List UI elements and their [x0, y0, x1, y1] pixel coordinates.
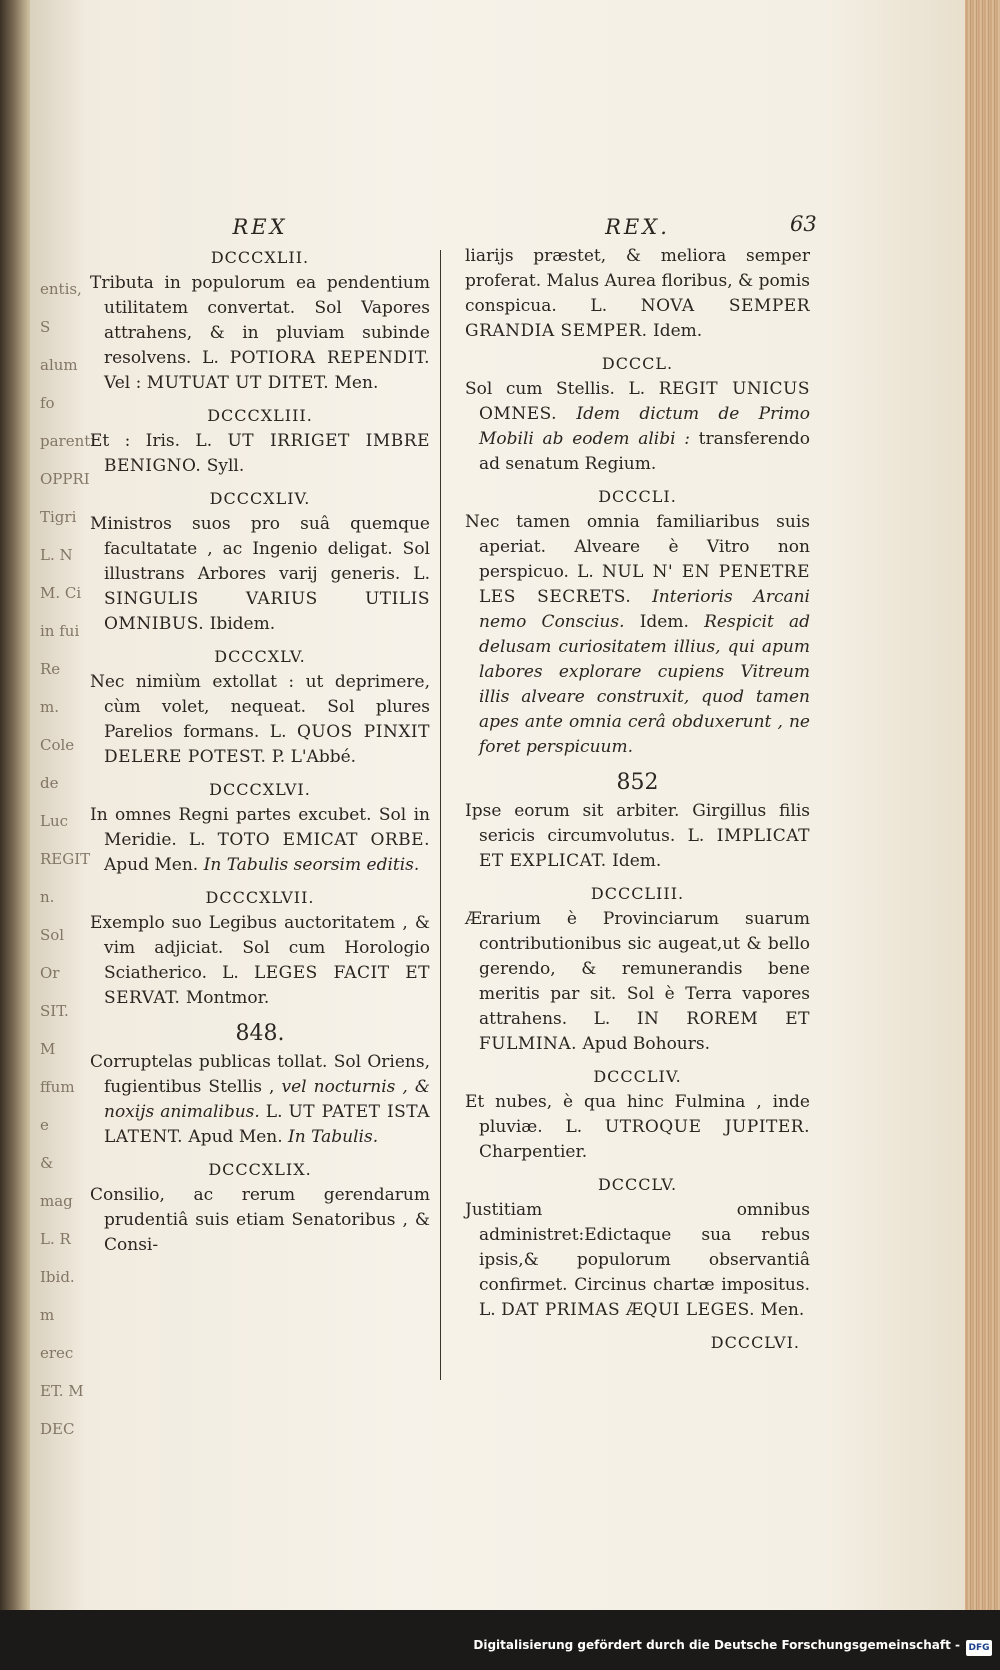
motto: LEGES FACIT ET SERVAT.: [104, 963, 430, 1008]
motto: TOTO EMICAT ORBE.: [217, 830, 430, 850]
motto: MUTUAT UT DITET.: [146, 373, 330, 393]
entry-number: 848.: [235, 1021, 285, 1046]
entry-text: Ærarium è Provinciarum suarum contributionibus sic augeat,ut & bello gerendo, & remunerandis bene meritis par sit. Sol è Terra vapores attrahens. L. IN ROREM ET FULMINA. Apud Bohours.: [465, 909, 810, 1054]
motto: UTROQUE JUPITER.: [604, 1117, 810, 1137]
column-rule: [440, 250, 441, 1380]
entry-number: DCCCXLVII.: [205, 888, 315, 907]
emblem-entry: [465, 487, 810, 760]
entry-text: Ipse eorum sit arbiter. Girgillus filis sericis circumvolutus. L. IMPLICAT ET EXPLICAT. Idem.: [465, 801, 810, 871]
emblem-entry: [465, 1067, 810, 1165]
facing-page-fragment: [40, 270, 96, 1438]
entry-number: 852: [616, 770, 659, 795]
fragment-line: in fui Re: [40, 622, 80, 678]
page-edges-right: [965, 0, 1000, 1610]
motto: IN ROREM ET FULMINA.: [479, 1009, 810, 1054]
italic-note: vel nocturnis , & noxijs animalibus.: [104, 1077, 430, 1122]
fragment-line: Ibid.: [40, 1268, 75, 1286]
fragment-line: REGIT: [40, 850, 91, 868]
emblem-entry: [90, 780, 430, 878]
left-column: [90, 210, 430, 1268]
fragment-line: entis, S: [40, 280, 82, 336]
emblem-entry: [90, 406, 430, 479]
motto: POTIORA REPENDIT.: [229, 348, 431, 368]
entry-text: Sol cum Stellis. L. REGIT UNICUS OMNES. Idem dictum de Primo Mobili ab eodem alibi : transferendo ad senatum Regium.: [465, 379, 811, 474]
motto: IMPLICAT ET EXPLICAT.: [479, 826, 810, 871]
fragment-line: Tigri: [40, 508, 77, 526]
italic-note: In Tabulis.: [288, 1127, 379, 1147]
fragment-line: alum fo: [40, 356, 78, 412]
emblem-entry: [90, 248, 430, 396]
fragment-line: ffum e: [40, 1078, 75, 1134]
fragment-line: OPPRI: [40, 470, 90, 488]
entry-text: Et : Iris. L. UT IRRIGET IMBRE BENIGNO. Syll.: [90, 431, 430, 476]
emblem-entry: [465, 244, 810, 344]
entry-number: DCCCXLIV.: [209, 489, 311, 508]
fragment-line: L. N: [40, 546, 73, 564]
entry-text: Justitiam omnibus administret:Edictaque sua rebus ipsis,& populorum observantiâ confirmet. Circinus chartæ impositus. L. DAT PRIMAS ÆQUI LEGES. Men.: [465, 1200, 810, 1320]
fragment-line: n.: [40, 888, 55, 906]
entry-text: Consilio, ac rerum gerendarum prudentiâ suis etiam Senatoribus , & Consi-: [90, 1185, 430, 1255]
entry-text: liarijs præstet, & meliora semper proferat. Malus Aurea floribus, & pomis conspicua. L. NOVA SEMPER GRANDIA SEMPER. Idem.: [465, 246, 810, 341]
fragment-line: ET. M: [40, 1382, 84, 1400]
running-head-right: REX.: [605, 215, 670, 239]
emblem-entry: [465, 354, 810, 477]
emblem-entry: [90, 647, 430, 770]
fragment-line: L. R: [40, 1230, 71, 1248]
emblem-entry: [90, 489, 430, 637]
italic-note: Interioris Arcani nemo Conscius.: [479, 587, 810, 632]
footer-credit: Digitalisierung gefördert durch die Deutsche Forschungsgemeinschaft -: [473, 1638, 960, 1652]
motto: REGIT UNICUS OMNES.: [479, 379, 810, 424]
emblem-entry: [90, 1021, 430, 1150]
motto: NUL N' EN PENETRE LES SECRETS.: [479, 562, 810, 607]
entry-text: Et nubes, è qua hinc Fulmina , inde pluviæ. L. UTROQUE JUPITER. Charpentier.: [465, 1092, 810, 1162]
fragment-line: SIT. M: [40, 1002, 69, 1058]
motto: UT PATET ISTA LATENT.: [104, 1102, 430, 1147]
running-head-left: REX: [232, 215, 288, 239]
entry-number: DCCCXLVI.: [209, 780, 311, 799]
fragment-line: DEC: [40, 1420, 75, 1438]
entry-text: Nec nimiùm extollat : ut deprimere, cùm volet, nequeat. Sol plures Parelios formans. L. QUOS PINXIT DELERE POTEST. P. L'Abbé.: [90, 672, 430, 767]
motto: NOVA SEMPER GRANDIA SEMPER.: [465, 296, 810, 341]
entry-text: In omnes Regni partes excubet. Sol in Meridie. L. TOTO EMICAT ORBE. Apud Men. In Tabulis seorsim editis.: [90, 805, 430, 875]
entry-text: Ministros suos pro suâ quemque facultatate , ac Ingenio deligat. Sol illustrans Arbores varij generis. L. SINGULIS VARIUS UTILIS OMNIBUS. Ibidem.: [90, 514, 430, 634]
entry-number: DCCCL.: [601, 354, 674, 373]
fragment-line: M. Ci: [40, 584, 82, 602]
fragment-line: de Luc: [40, 774, 69, 830]
entry-number: DCCCXLIII.: [207, 406, 313, 425]
emblem-entry: [90, 1160, 430, 1258]
motto: SINGULIS VARIUS UTILIS OMNIBUS.: [104, 589, 430, 634]
emblem-entry: [465, 884, 810, 1057]
left-entries: [90, 248, 430, 1258]
emblem-entry: [465, 1175, 810, 1323]
italic-note: Respicit ad delusam curiositatem illius, qui apum labores explorare cupiens Vitreum illis alveare construxit, quod tamen apes ante omnia cerâ obduxerunt , ne foret perspicuum.: [479, 612, 810, 757]
entry-number: DCCCXLIX.: [208, 1160, 312, 1179]
entry-text: Nec tamen omnia familiaribus suis aperiat. Alveare è Vitro non perspicuo. L. NUL N' EN PENETRE LES SECRETS. Interioris Arcani nemo Conscius. Idem. Respicit ad delusam curiositatem illius, qui apum labores explorare cupiens Vitreum illis alveare construxit, quod tamen apes ante omnia cerâ obduxerunt , ne foret perspicuum.: [465, 512, 810, 757]
page-number: 63: [790, 212, 817, 236]
entry-text: Corruptelas publicas tollat. Sol Oriens, fugientibus Stellis , vel nocturnis , & noxijs animalibus. L. UT PATET ISTA LATENT. Apud Men. In Tabulis.: [90, 1052, 430, 1147]
motto: UT IRRIGET IMBRE BENIGNO.: [104, 431, 430, 476]
entry-number: DCCCLI.: [598, 487, 677, 506]
dfg-logo-icon: DFG: [966, 1640, 992, 1656]
entry-number: DCCCLIII.: [590, 884, 685, 903]
motto: QUOS PINXIT DELERE POTEST.: [104, 722, 430, 767]
entry-number: DCCCXLII.: [210, 248, 310, 267]
entry-text: Tributa in populorum ea pendentium utilitatem convertat. Sol Vapores attrahens, & in pluviam subinde resolvens. L. POTIORA REPENDIT. Vel : MUTUAT UT DITET. Men.: [90, 273, 431, 393]
motto: DAT PRIMAS ÆQUI LEGES.: [501, 1300, 756, 1320]
right-entries: [465, 244, 810, 1323]
fragment-line: m erec: [40, 1306, 74, 1362]
emblem-entry: [465, 770, 810, 874]
catchword: DCCCLVI.: [710, 1333, 800, 1352]
fragment-line: parenti: [40, 432, 96, 450]
entry-number: DCCCLIV.: [593, 1067, 682, 1086]
fragment-line: m. Cole: [40, 698, 75, 754]
emblem-entry: [90, 888, 430, 1011]
fragment-line: & mag: [40, 1154, 73, 1210]
right-column: [465, 210, 810, 1352]
italic-note: Idem dictum de Primo Mobili ab eodem alibi :: [479, 404, 811, 449]
fragment-line: Sol Or: [40, 926, 65, 982]
italic-note: In Tabulis seorsim editis.: [203, 855, 420, 875]
entry-text: Exemplo suo Legibus auctoritatem , & vim adjiciat. Sol cum Horologio Sciatherico. L. LEGES FACIT ET SERVAT. Montmor.: [90, 913, 430, 1008]
entry-number: DCCCXLV.: [214, 647, 306, 666]
entry-number: DCCCLV.: [597, 1175, 678, 1194]
